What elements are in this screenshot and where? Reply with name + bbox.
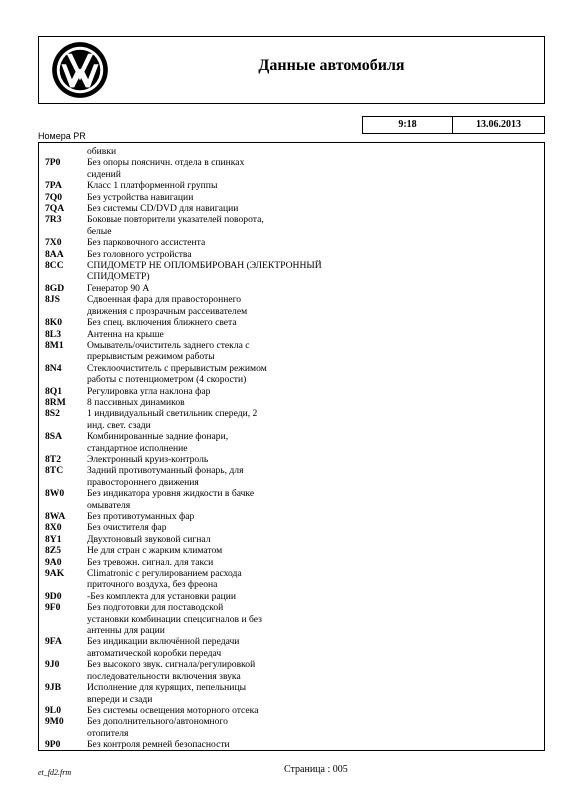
pr-code: 8SA — [45, 431, 63, 443]
pr-description: отопителя — [87, 727, 129, 739]
table-row — [39, 157, 544, 168]
table-row — [39, 249, 544, 260]
pr-code: 8TC — [45, 465, 64, 477]
pr-code: 9L0 — [45, 704, 61, 716]
table-row — [39, 226, 544, 237]
pr-code: 8L3 — [45, 328, 61, 340]
pr-code — [39, 728, 87, 739]
pr-code: 8W0 — [45, 488, 65, 500]
table-row — [39, 591, 544, 602]
vw-logo-icon — [51, 41, 109, 99]
pr-description: омывателя — [87, 499, 131, 511]
pr-description: правостороннего движения — [87, 476, 199, 488]
pr-code: 8WA — [45, 511, 66, 522]
table-row — [39, 351, 544, 362]
pr-code — [39, 420, 87, 431]
table-row — [39, 636, 544, 647]
pr-code — [39, 614, 87, 625]
table-row — [39, 477, 544, 488]
table-row — [39, 728, 544, 739]
pr-description: Без устройства навигации — [87, 191, 194, 203]
table-row — [39, 306, 544, 317]
table-row — [39, 203, 544, 214]
pr-description: Без индикации включённой передачи — [87, 636, 240, 648]
table-row — [39, 283, 544, 294]
pr-description: Задний противотуманный фонарь, для — [87, 465, 244, 477]
table-row — [39, 317, 544, 328]
table-row — [39, 431, 544, 442]
pr-code: 8M1 — [45, 339, 64, 351]
table-row — [39, 169, 544, 180]
table-row — [39, 420, 544, 431]
pr-description: Без противотуманных фар — [87, 511, 195, 522]
pr-description: Стеклоочиститель с прерывистым режимом — [87, 362, 267, 374]
pr-description: Комбинированные задние фонари, — [87, 431, 229, 443]
table-row — [39, 374, 544, 385]
table-row — [39, 386, 544, 397]
pr-description: СПИДОМЕТР НЕ ОПЛОМБИРОВАН (ЭЛЕКТРОННЫЙ — [87, 260, 322, 272]
pr-code — [39, 500, 87, 511]
pr-description: Исполнение для курящих, пепельницы — [87, 682, 247, 694]
pr-code: 9JB — [45, 682, 61, 694]
pr-code: 9J0 — [45, 659, 60, 671]
pr-description: последовательности включения звука — [87, 670, 241, 682]
header-box — [38, 36, 545, 104]
pr-description: Climatronic с регулированием расхода — [87, 568, 242, 580]
pr-description: антенны для рации — [87, 625, 165, 637]
pr-code: 7QA — [45, 203, 65, 215]
pr-description: Сдвоенная фара для правостороннего — [87, 294, 242, 306]
pr-description: 8 пассивных динамиков — [87, 396, 185, 408]
pr-code — [39, 625, 87, 636]
pr-code — [39, 374, 87, 385]
pr-code: 8Y1 — [45, 533, 62, 545]
pr-code: 8T2 — [45, 453, 61, 465]
pr-description: 1 индивидуальный светильник спереди, 2 — [87, 408, 258, 420]
pr-code: 7Q0 — [45, 191, 63, 203]
table-row — [39, 682, 544, 693]
pr-code: 9P0 — [45, 739, 61, 751]
pr-description: Без подготовки для поставодской — [87, 602, 224, 614]
table-row — [39, 602, 544, 613]
table-row — [39, 329, 544, 340]
print-date: 13.06.2013 — [476, 119, 521, 130]
table-row — [39, 579, 544, 590]
pr-code — [39, 226, 87, 237]
pr-code: 8X0 — [45, 522, 62, 534]
pr-code: 8JS — [45, 294, 60, 306]
table-row — [39, 271, 544, 282]
table-row — [39, 340, 544, 351]
table-row — [39, 397, 544, 408]
pr-description: Без головного устройства — [87, 248, 192, 260]
table-row — [39, 488, 544, 499]
page-title: Данные автомобиля — [258, 57, 405, 74]
table-row — [39, 237, 544, 248]
pr-description: Боковые повторители указателей поворота, — [87, 214, 264, 226]
section-label: Номера PR — [38, 131, 86, 141]
pr-table — [39, 146, 544, 751]
table-row — [39, 659, 544, 670]
pr-description: Не для стран с жарким климатом — [87, 545, 223, 557]
pr-description: Класс 1 платформенной группы — [87, 180, 218, 192]
pr-code — [39, 477, 87, 488]
pr-description: обивки — [87, 146, 117, 157]
table-row — [39, 180, 544, 191]
table-row — [39, 739, 544, 750]
pr-description: Без индикатора уровня жидкости в бачке — [87, 488, 255, 500]
table-row — [39, 545, 544, 556]
pr-description: прерывистым режимом работы — [87, 351, 215, 363]
pr-description: инд. свет. сзади — [87, 419, 151, 431]
table-row — [39, 363, 544, 374]
pr-description: СПИДОМЕТР) — [87, 271, 150, 283]
table-row — [39, 648, 544, 659]
footer-file: et_fd2.frm — [38, 768, 72, 777]
table-row — [39, 500, 544, 511]
pr-description: Без дополнительного/автономного — [87, 716, 228, 728]
pr-code: 9M0 — [45, 716, 64, 728]
pr-description: установки комбинации спецсигналов и без — [87, 613, 262, 625]
pr-code: 8Z5 — [45, 545, 61, 557]
pr-code: 9D0 — [45, 590, 62, 602]
pr-description: Электронный круиз-контроль — [87, 453, 209, 465]
pr-code: 7PA — [45, 180, 62, 192]
pr-description: Без очистителя фар — [87, 522, 167, 534]
pr-description: Без контроля ремней безопасности — [87, 739, 230, 751]
pr-description: Антенна на крыше — [87, 328, 164, 340]
pr-code — [39, 671, 87, 682]
pr-code: 9AK — [45, 568, 65, 580]
table-row — [39, 557, 544, 568]
info-row — [362, 116, 545, 134]
pr-description: -Без комплекта для установки рации — [87, 590, 237, 602]
pr-description: Без спец. включения ближнего света — [87, 317, 237, 329]
pr-description: приточного воздуха, без фреона — [87, 579, 218, 591]
pr-code: 8AA — [45, 248, 64, 260]
pr-code — [39, 351, 87, 362]
table-row — [39, 408, 544, 419]
table-row — [39, 716, 544, 727]
pr-code: 8N4 — [45, 362, 62, 374]
table-row — [39, 534, 544, 545]
pr-code: 7R3 — [45, 214, 62, 226]
pr-code — [39, 648, 87, 659]
table-row — [39, 511, 544, 522]
pr-code — [39, 443, 87, 454]
table-row — [39, 705, 544, 716]
pr-description: Двухтоновый звуковой сигнал — [87, 533, 211, 545]
pr-code — [39, 306, 87, 317]
pr-code — [39, 694, 87, 705]
footer-page: Страница : 005 — [284, 764, 348, 775]
pr-description: Без опоры поясничн. отдела в спинках — [87, 157, 245, 169]
table-row — [39, 192, 544, 203]
content-box — [38, 142, 545, 751]
pr-description: Без системы освещения моторного отсека — [87, 704, 259, 716]
table-row — [39, 443, 544, 454]
pr-description: Без парковочного ассистента — [87, 237, 206, 249]
pr-code: 8Q1 — [45, 385, 63, 397]
pr-description: Регулировка угла наклона фар — [87, 385, 211, 397]
pr-code: 9FA — [45, 636, 62, 648]
table-row — [39, 146, 544, 157]
pr-description: белые — [87, 225, 112, 237]
pr-description: сидений — [87, 168, 121, 180]
pr-code: 7X0 — [45, 237, 62, 249]
table-row — [39, 260, 544, 271]
pr-description: стандартное исполнение — [87, 442, 188, 454]
pr-description: работы с потенциометром (4 скорости) — [87, 374, 247, 386]
table-row — [39, 465, 544, 476]
pr-code: 8GD — [45, 282, 65, 294]
pr-description: Генератор 90 А — [87, 282, 150, 294]
pr-description: Без системы CD/DVD для навигации — [87, 203, 239, 215]
table-row — [39, 568, 544, 579]
pr-description: Омыватель/очиститель заднего стекла с — [87, 339, 250, 351]
print-time: 9:18 — [363, 117, 453, 133]
pr-code — [39, 146, 87, 157]
pr-description: Без тревожн. сигнал. для такси — [87, 556, 214, 568]
table-row — [39, 625, 544, 636]
table-row — [39, 294, 544, 305]
table-row — [39, 454, 544, 465]
table-row — [39, 671, 544, 682]
pr-description: впереди и сзади — [87, 693, 153, 705]
table-row — [39, 522, 544, 533]
pr-description: движения с прозрачным рассеивателем — [87, 305, 248, 317]
pr-code — [39, 271, 87, 282]
pr-description: Без высокого звук. сигнала/регулировкой — [87, 659, 256, 671]
pr-code: 7P0 — [45, 157, 61, 169]
pr-code: 9F0 — [45, 602, 61, 614]
pr-code — [39, 579, 87, 590]
pr-description: автоматической коробки передач — [87, 647, 222, 659]
pr-code: 9A0 — [45, 556, 62, 568]
pr-code: 8S2 — [45, 408, 60, 420]
pr-code: 8RM — [45, 396, 66, 408]
pr-code: 8K0 — [45, 317, 63, 329]
pr-code — [39, 169, 87, 180]
table-row — [39, 614, 544, 625]
pr-code: 8CC — [45, 260, 64, 272]
table-row — [39, 694, 544, 705]
table-row — [39, 214, 544, 225]
